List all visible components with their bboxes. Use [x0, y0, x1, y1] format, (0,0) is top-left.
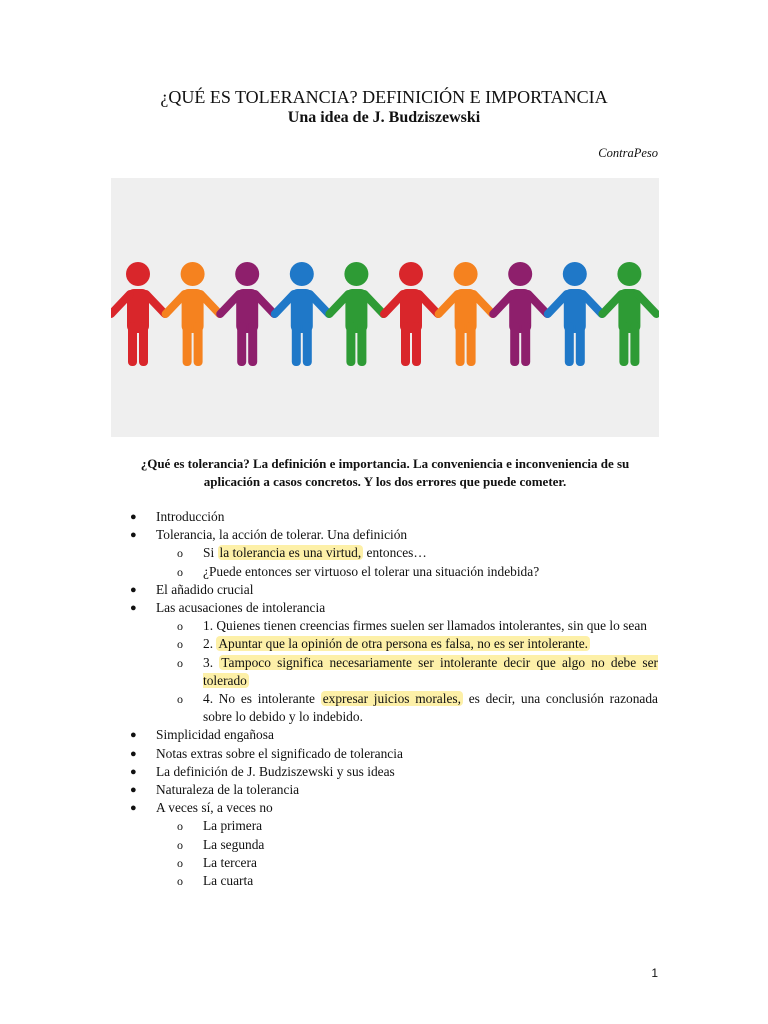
bullet-icon: ●: [130, 784, 137, 797]
toc-item-text: El añadido crucial: [156, 581, 254, 597]
toc-item: [112, 508, 658, 526]
hero-image: [111, 178, 659, 437]
person-figure: [439, 262, 493, 366]
toc-item: [112, 799, 658, 817]
toc-subitem: [112, 563, 658, 581]
circle-bullet-icon: o: [177, 655, 183, 670]
toc-item-text: Tolerancia, la acción de tolerar. Una definición: [156, 527, 408, 543]
circle-bullet-icon: o: [177, 855, 183, 870]
bullet-icon: ●: [130, 602, 137, 615]
person-figure: [602, 262, 656, 366]
circle-bullet-icon: o: [177, 546, 183, 561]
toc-subitem: [112, 654, 658, 690]
highlighted-text: Apuntar que la opinión de otra persona es falsa, no es ser intolerante.: [218, 636, 588, 652]
person-figure: [275, 262, 329, 366]
toc-subitem-text: La primera: [203, 818, 263, 834]
circle-bullet-icon: o: [177, 637, 183, 652]
bullet-icon: ●: [130, 765, 137, 778]
toc-item: [112, 763, 658, 781]
toc-item: [112, 745, 658, 763]
toc-list: [112, 508, 658, 890]
toc-item: [112, 581, 658, 599]
circle-bullet-icon: o: [177, 619, 183, 634]
person-figure: [220, 262, 274, 366]
toc-subitem-text: La tercera: [203, 854, 257, 870]
person-figure: [548, 262, 602, 366]
toc-subitem-text: 2.: [203, 636, 217, 652]
toc-subitem-text: 4. No es intolerante: [203, 691, 321, 707]
circle-bullet-icon: o: [177, 692, 183, 707]
people-holding-hands-icon: [111, 178, 659, 437]
person-figure: [111, 262, 165, 366]
highlighted-text: la tolerancia es una virtud,: [219, 545, 362, 561]
highlighted-text: expresar juicios morales,: [322, 691, 461, 707]
toc-subitem: [112, 872, 658, 890]
toc-item: [112, 726, 658, 744]
circle-bullet-icon: o: [177, 837, 183, 852]
toc-item-text: Simplicidad engañosa: [156, 727, 274, 743]
bullet-icon: ●: [130, 529, 137, 542]
toc-subitem: [112, 617, 658, 635]
person-figure: [493, 262, 547, 366]
toc-item-text: Introducción: [156, 509, 225, 524]
toc-subitem-text: ¿Puede entonces ser virtuoso el tolerar una situación indebida?: [203, 563, 540, 579]
toc-subitem: [112, 817, 658, 835]
toc-item-text: La definición de J. Budziszewski y sus ideas: [156, 763, 395, 779]
bullet-icon: ●: [130, 802, 137, 815]
person-figure: [384, 262, 438, 366]
document-title: ¿QUÉ ES TOLERANCIA? DEFINICIÓN E IMPORTANCIA: [160, 87, 608, 107]
circle-bullet-icon: o: [177, 874, 183, 889]
person-figure: [166, 262, 220, 366]
toc-subitem: [112, 690, 658, 726]
toc-subitem-text: 1. Quienes tienen creencias firmes suelen ser llamados intolerantes, sin que lo sean: [203, 618, 647, 634]
bullet-icon: ●: [130, 511, 137, 523]
intro-paragraph: ¿Qué es tolerancia? La definición e importancia. La conveniencia e inconveniencia de su aplicación a casos concretos. Y los dos errores que puede cometer.: [140, 456, 630, 489]
toc-subitem-text: La cuarta: [203, 873, 254, 889]
toc-item: [112, 781, 658, 799]
toc-item-text: A veces sí, a veces no: [156, 800, 273, 816]
circle-bullet-icon: o: [177, 564, 183, 579]
toc-subitem: [112, 836, 658, 854]
toc-subitem: [112, 635, 658, 653]
toc-subitem-text: Si: [203, 545, 218, 561]
toc-item-text: Naturaleza de la tolerancia: [156, 782, 300, 798]
highlighted-text: Tampoco significa necesariamente ser intolerante decir que algo no debe ser tolerado: [203, 654, 658, 688]
toc-subitem: [112, 854, 658, 872]
document-subtitle: Una idea de J. Budziszewski: [287, 109, 481, 126]
toc-subitem-text: es decir, una conclusión razonada sobre lo debido y lo indebido.: [203, 691, 658, 725]
toc-subitem-text: 3.: [203, 654, 220, 670]
bullet-icon: ●: [130, 747, 137, 760]
table-of-contents: [112, 508, 658, 890]
toc-subitem-text: La segunda: [203, 836, 265, 852]
person-figure: [329, 262, 383, 366]
toc-subitem-text: entonces…: [363, 545, 427, 561]
source-label: ContraPeso: [598, 146, 658, 160]
toc-item-text: Las acusaciones de intolerancia: [156, 600, 326, 616]
bullet-icon: ●: [130, 583, 137, 596]
toc-item: [112, 599, 658, 617]
bullet-icon: ●: [130, 729, 137, 742]
toc-subitem: [112, 544, 658, 562]
toc-item: [112, 526, 658, 544]
page-number: 1: [651, 966, 658, 980]
toc-item-text: Notas extras sobre el significado de tolerancia: [156, 745, 403, 761]
circle-bullet-icon: o: [177, 819, 183, 834]
